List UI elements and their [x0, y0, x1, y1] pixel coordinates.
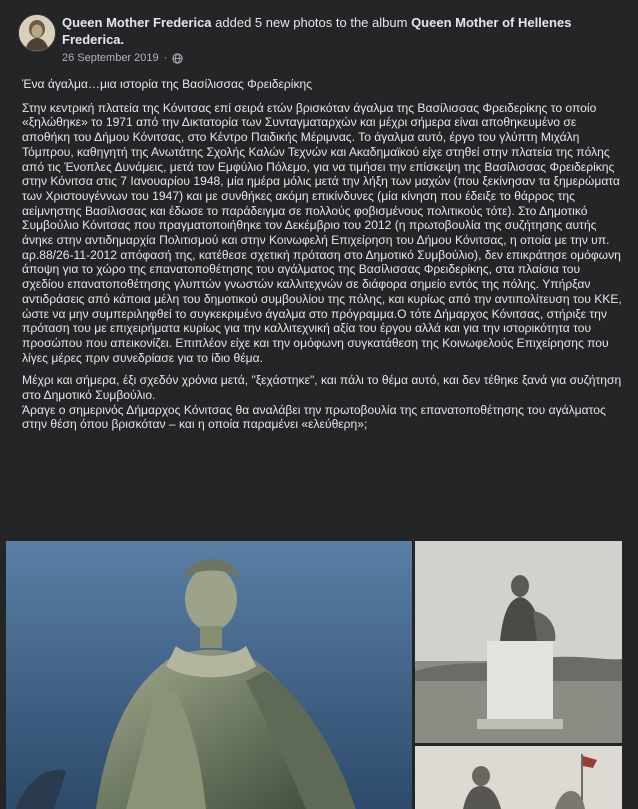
avatar[interactable] [18, 14, 56, 52]
post-meta [62, 52, 183, 64]
photo-grid [6, 541, 622, 809]
post-paragraph-2 [22, 373, 622, 432]
statue-flag-photo[interactable] [415, 746, 622, 809]
globe-icon[interactable] [172, 53, 183, 64]
post-body [22, 77, 622, 432]
statue-closeup-photo[interactable] [6, 541, 412, 809]
statue-monument-photo[interactable] [415, 541, 622, 743]
post-paragraph-2-line-2: Άραγε ο σημερινός Δήμαρχος Κόνιτσας θα αναλάβει την πρωτοβουλία της επανατοποθέτησης του αγάλματος στην θέση όπου βρισκόταν – και η οποία παραμένει «ελεύθερη»; [22, 402, 606, 432]
post-action-text: added 5 new photos to the album [215, 15, 408, 30]
post-paragraph-1: Στην κεντρική πλατεία της Κόνιτσας επί σειρά ετών βρισκόταν άγαλμα της Βασίλισσας Φρειδερίκης το οποίο «ξηλώθηκε» το 1971 από την Δικτατορία των Συνταγματαρχών και μέχρι σήμερα είναι αποθηκευμένο σε αποθήκη του Δήμου Κόνιτσας, στο Κέντρο Παιδικής Μέριμνας. Το άγαλμα αυτό, έργο του γλύπτη Μιχάλη Τόμπρου, καθηγητή της Ανωτάτης Σχολής Καλών Τεχνών και Ακαδημαϊκού είχε στηθεί στην πλατεία της πόλης από τις Ένοπλες Δυνάμεις, μετά τον Εμφύλιο Πόλεμο, για να τιμήσει την επίσκεψη της Βασίλισσας Φρειδερίκης στην Κόνιτσα στις 7 Ιανουαρίου 1948, μία ημέρα μόλις μετά την λήξη των μαχών (που ξεκίνησαν τα ξημερώματα των Χριστουγέννων του 1947) και με συνθήκες ακόμη επικίνδυνες (μία κίνηση που έδειξε το θάρρος της αείμνηστης Βασίλισσας και έδωσε το παράδειγμα σε πολλούς φοβισμένους πολιτικούς τότε). Στο Δημοτικό Συμβούλιο Κόνιτσας που πραγματοποιήθηκε τον Δεκέμβριο του 2012 (η πρωτοβουλία της συζήτησης αυτής άνηκε στην αντιδημαρχία Πολιτισμού και στην Κοινωφελή Επιχείρηση του Δήμου Κόνιτσας, η οποία με την υπ. αρ.88/26-11-2012 απόφασή της, κατέθεσε σχετική πρόταση στο Δημοτικό Συμβούλιο), δεν επικράτησε ομόφωνη άποψη για το χώρο της επανατοποθέτησης του αγάλματος της Βασίλισσας Φρειδερίκης, στα πλαίσια του σχεδίου επανατοποθέτησης γλυπτών γνωστών καλλιτεχνών σε διάφορα σημείο εντός της πόλης. Υπήρξαν αντιδράσεις από κάποια μέλη του δημοτικού συμβουλίου της πόλης, και κυρίως από την αντιπολίτευση του ΚΚΕ, ώστε να μην συμπεριληφθεί το συγκεκριμένο άγαλμα στο πρόγραμμα.Ο τότε Δήμαρχος Κόνιτσας, στήριξε την πρόταση του με επιχειρήματα κυρίως για την καλλιτεχνική αξία του έργου αλλά και για την ιστορικότητα του προσώπου που απεικονίζει. Επιπλέον είχε και την ομόφωνη συγκατάθεση της Κοινωφελούς Επιχείρησης που λίγες μέρες πριν συνεδρίασε για το ίδιο θέμα. [22, 100, 622, 365]
post-header [14, 10, 624, 70]
post-date[interactable]: 26 September 2019 [62, 52, 159, 64]
post-paragraph-2-line-1: Μέχρι και σήμερα, έξι σχεδόν χρόνια μετά, "ξεχάστηκε", και πάλι το θέμα αυτό, και δεν τέθηκε ξανά για συζήτηση στο Δημοτικό Συμβούλιο. [22, 373, 622, 403]
meta-separator: · [163, 52, 168, 64]
author-link[interactable]: Queen Mother Frederica [62, 15, 212, 30]
album-link[interactable]: Queen Mother of Hellenes Frederica. [62, 15, 572, 47]
post-title: Ένα άγαλμα…μια ιστορία της Βασίλισσας Φρειδερίκης [22, 77, 313, 91]
post-header-text [62, 14, 622, 48]
